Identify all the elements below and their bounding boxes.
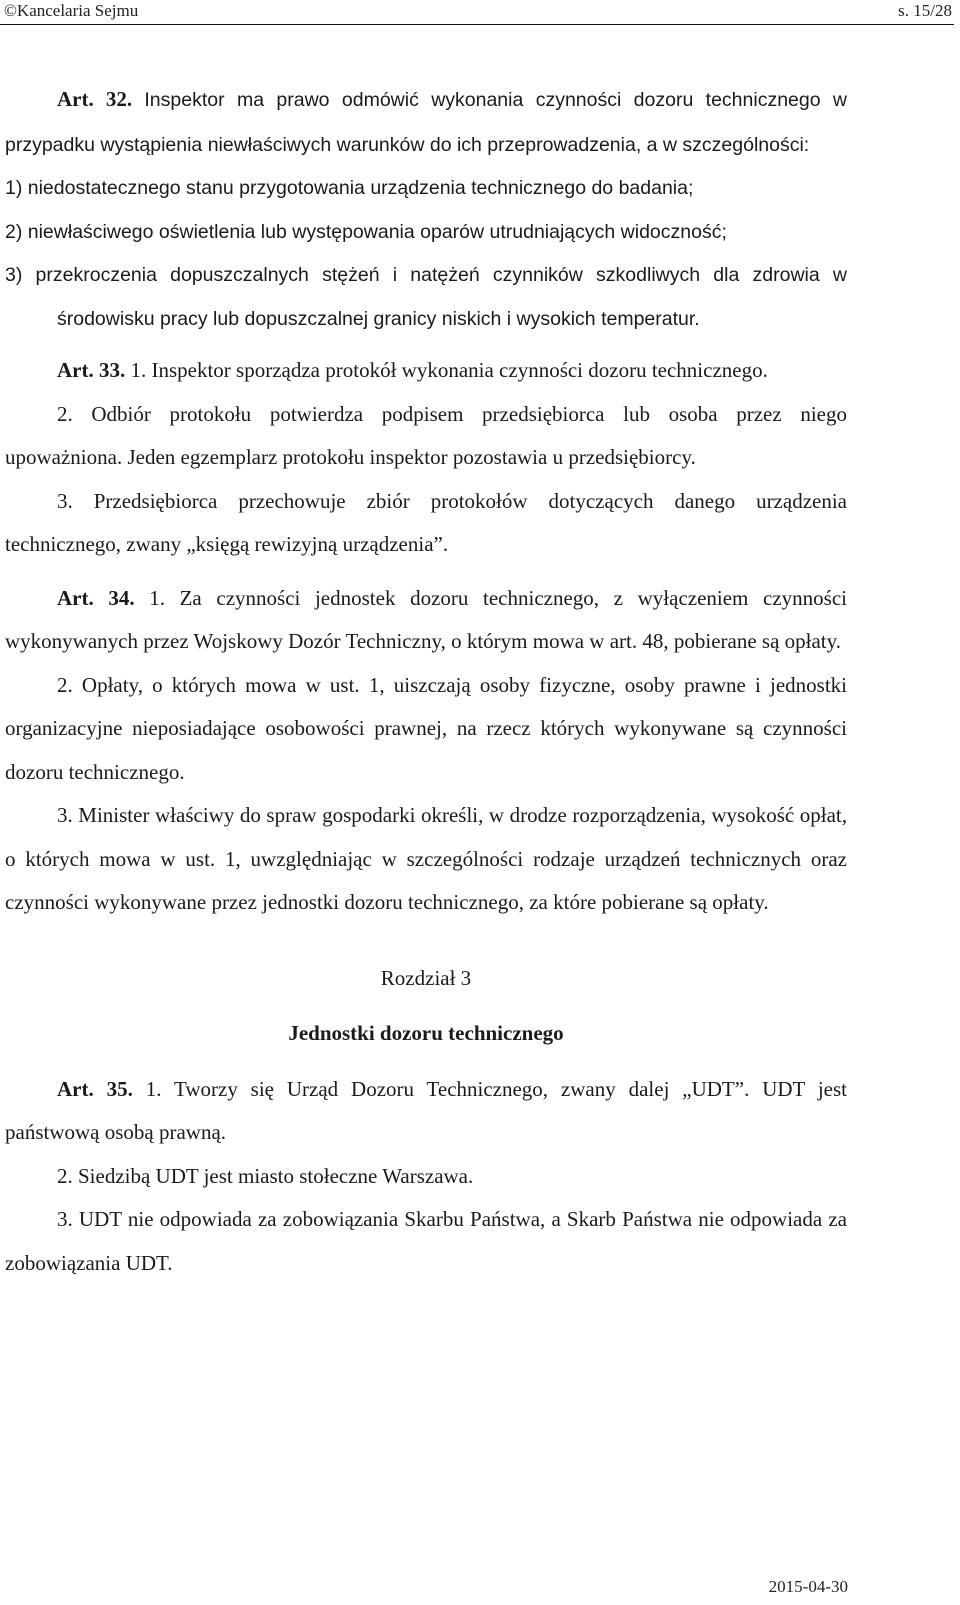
chapter-number: Rozdział 3 [380,965,472,990]
art-33-paragraph-3: 3. Przedsiębiorca przechowuje zbiór protokołów dotyczących danego urządzenia technicznego, zwany „księgą rewizyjną urządzenia”. [5,488,847,556]
art-33-label: Art. 33. [57,358,126,382]
page-header [4,0,952,24]
art-32-intro-text: Inspektor ma prawo odmówić wykonania czynności dozoru technicznego w przypadku wystąpienia niewłaściwych warunków do ich przeprowadzenia, a w szczególności: [5,89,848,156]
art-34-paragraph-2: 2. Opłaty, o których mowa w ust. 1, uiszczają osoby fizyczne, osoby prawne i jednostki organizacyjne nieposiadające osobowości prawnej, na rzecz których wykonywane są czynności dozoru technicznego. [5,672,847,784]
art-34-label: Art. 34. [57,585,135,610]
document-body [5,78,847,1285]
header-page-number: s. 15/28 [898,1,952,20]
chapter-title: Jednostki dozoru technicznego [288,1021,564,1045]
art-33-paragraph-2: 2. Odbiór protokołu potwierdza podpisem przedsiębiorca lub osoba przez niego upoważniona. Jeden egzemplarz protokołu inspektor pozostawia u przedsiębiorcy. [5,401,847,469]
header-divider [0,24,954,25]
header-copyright: ©Kancelaria Sejmu [4,1,139,20]
art-33-paragraph-1 [5,349,847,393]
art-34-paragraph-1 [5,577,847,664]
art-32-label: Art. 32. [57,87,133,111]
art-35-label: Art. 35. [57,1076,133,1101]
art-33-paragraph-1-text: 1. Inspektor sporządza protokół wykonania czynności dozoru technicznego. [130,358,768,382]
art-34-paragraph-1-text: 1. Za czynności jednostek dozoru technicznego, z wyłączeniem czynności wykonywanych przez Wojskowy Dozór Techniczny, o którym mowa w art. 48, pobierane są opłaty. [5,585,847,653]
art-32-item-2: 2) niewłaściwego oświetlenia lub występowania oparów utrudniających widoczność; [5,220,727,243]
art-35-paragraph-2: 2. Siedzibą UDT jest miasto stołeczne Warszawa. [57,1163,474,1188]
art-32-intro [5,78,847,167]
art-35-paragraph-3: 3. UDT nie odpowiada za zobowiązania Skarbu Państwa, a Skarb Państwa nie odpowiada za zobowiązania UDT. [5,1207,847,1275]
art-35-paragraph-1 [5,1068,847,1155]
art-32-item-3: 3) przekroczenia dopuszczalnych stężeń i natężeń czynników szkodliwych dla zdrowia w środowisku pracy lub dopuszczalnej granicy niskich i wysokich temperatur. [5,264,847,330]
footer-date: 2015-04-30 [768,1577,848,1596]
art-32-item-1: 1) niedostatecznego stanu przygotowania urządzenia technicznego do badania; [5,177,694,199]
art-35-paragraph-1-text: 1. Tworzy się Urząd Dozoru Technicznego, zwany dalej „UDT”. UDT jest państwową osobą prawną. [5,1076,848,1144]
art-34-paragraph-3: 3. Minister właściwy do spraw gospodarki określi, w drodze rozporządzenia, wysokość opłat, o których mowa w ust. 1, uwzględniając w szczególności rodzaje urządzeń technicznych oraz czynności wykonywane przez jednostki dozoru technicznego, za które pobierane są opłaty. [5,803,847,914]
